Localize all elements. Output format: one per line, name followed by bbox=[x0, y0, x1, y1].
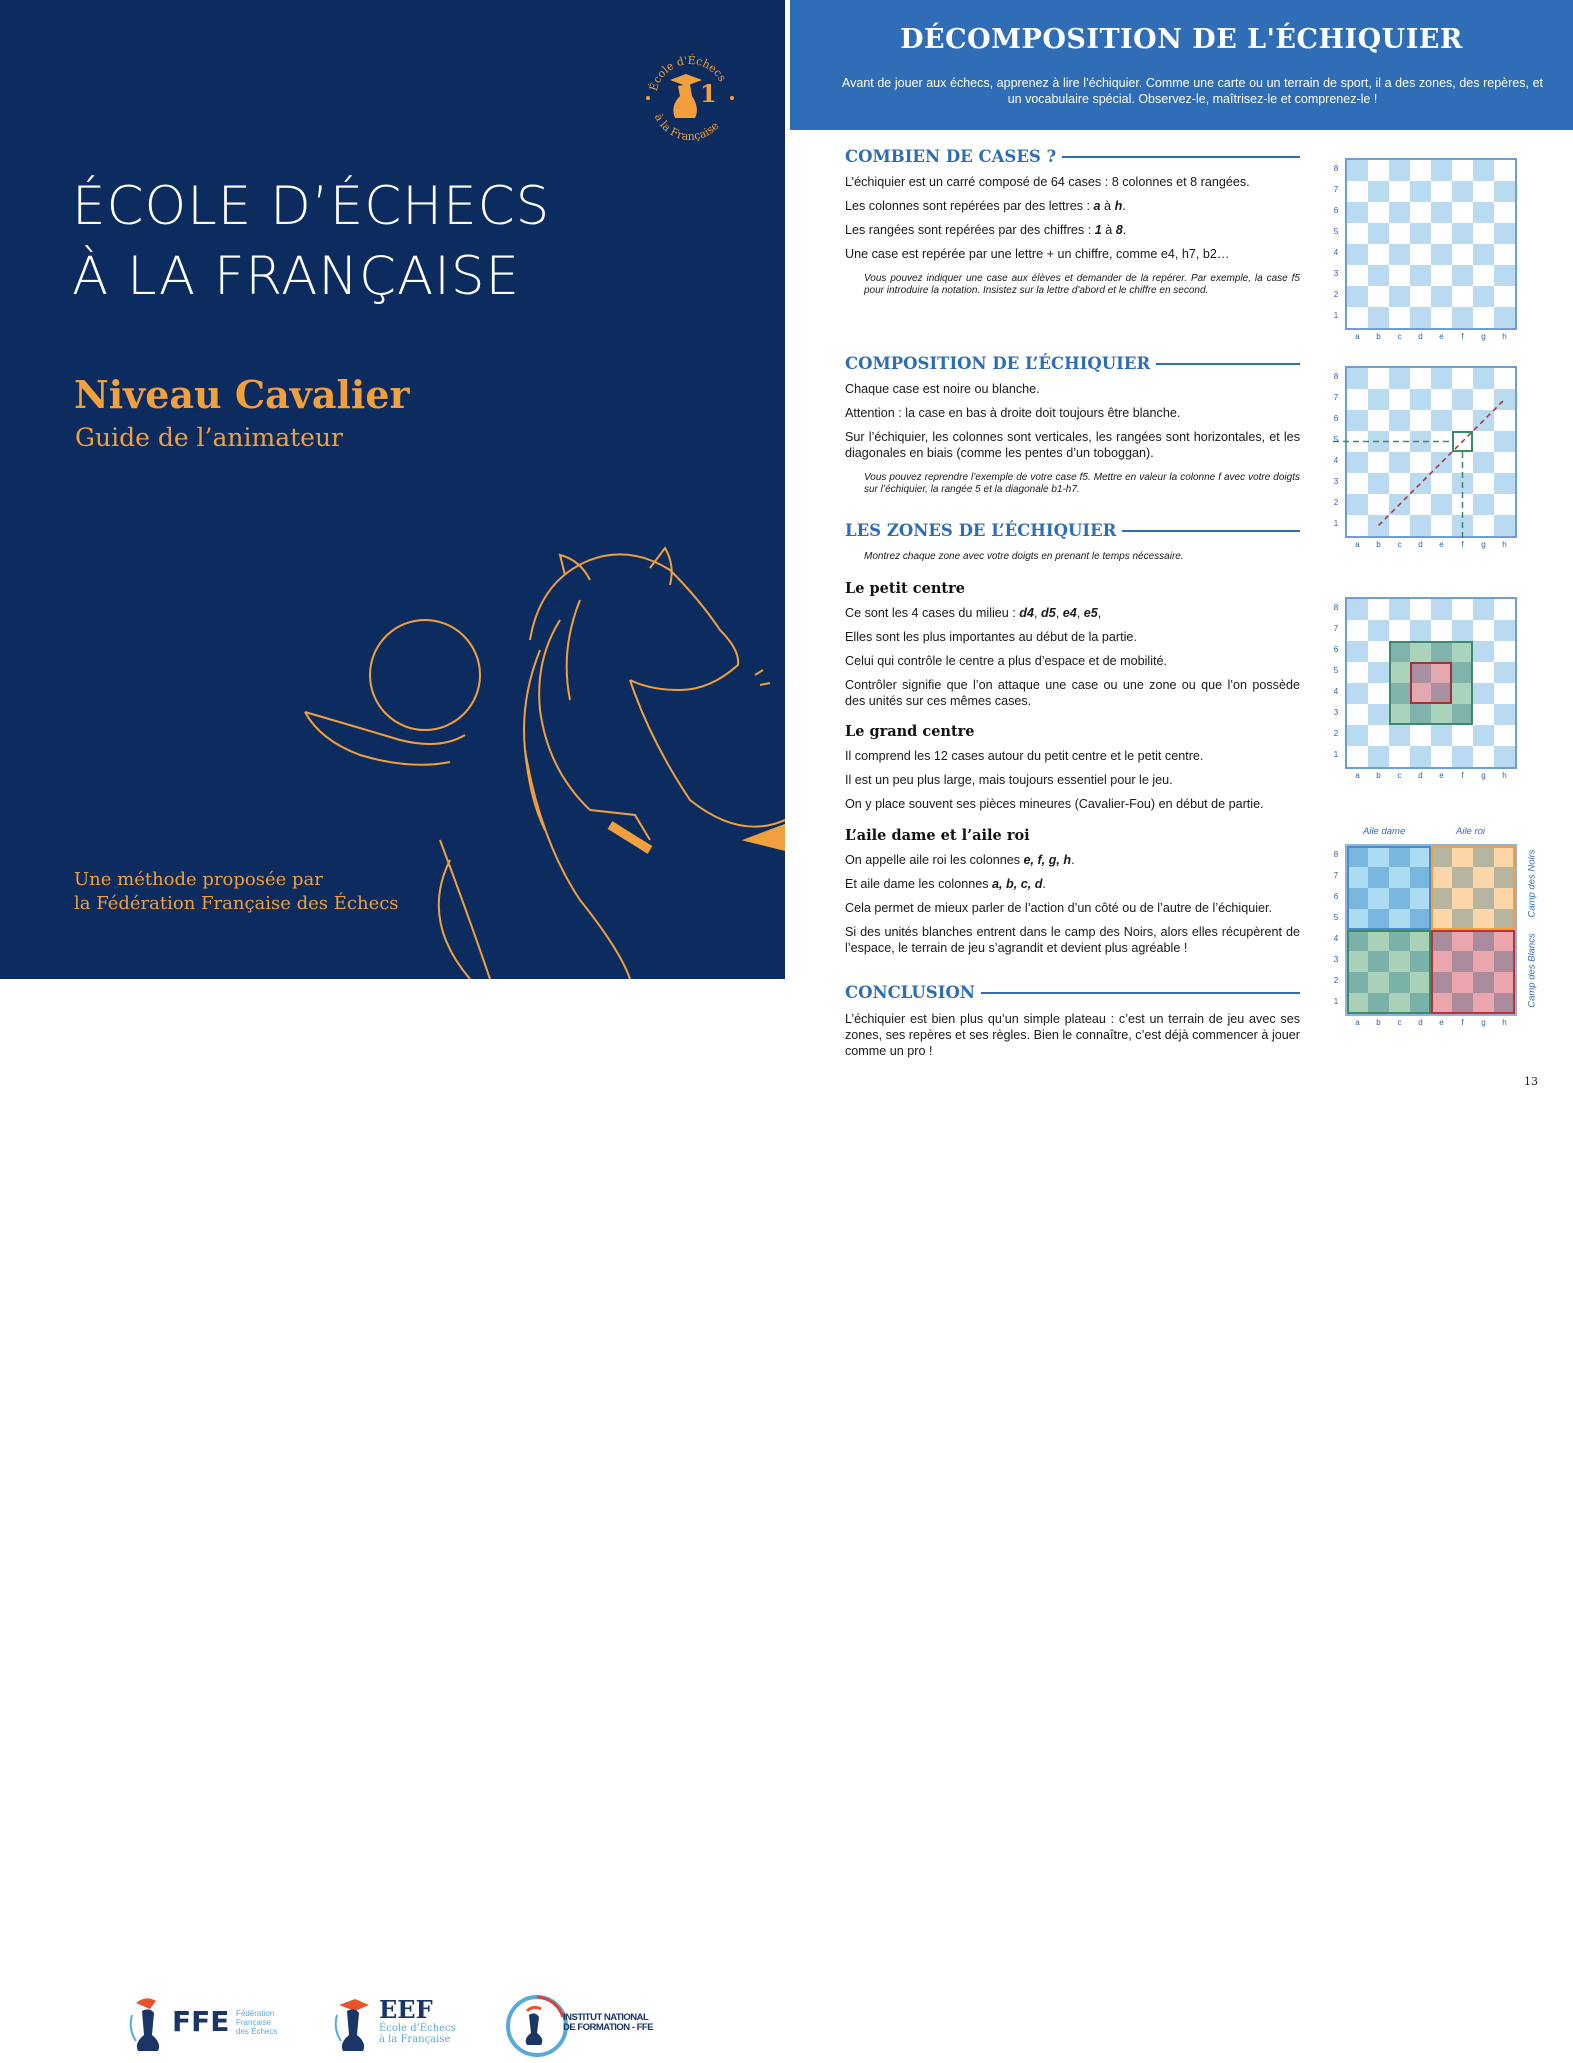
square-e7 bbox=[1431, 181, 1452, 202]
rank-label: 5 bbox=[1333, 227, 1339, 236]
ffe-logo bbox=[128, 1991, 288, 2061]
teacher-note: Montrez chaque zone avec votre doigts en prenant le temps nécessaire. bbox=[864, 551, 1184, 562]
label-camp-blancs: Camp des Blancs bbox=[1526, 933, 1538, 1008]
teacher-note: Vous pouvez indiquer une case aux élèves et demander de la repérer. Par exemple, la case f5 pour introduire la notation. Insistez sur la lettre d'abord et le chiffre en second. bbox=[864, 273, 1300, 296]
heading-conclusion: CONCLUSION bbox=[845, 983, 1300, 1002]
file-label: c bbox=[1397, 1018, 1402, 1027]
square-c7 bbox=[1389, 181, 1410, 202]
rank-label: 8 bbox=[1333, 603, 1339, 612]
square-e2 bbox=[1431, 725, 1452, 746]
square-c2 bbox=[1389, 725, 1410, 746]
label-aile-dame: Aile dame bbox=[1363, 826, 1406, 837]
square-e3 bbox=[1431, 265, 1452, 286]
square-f5 bbox=[1452, 223, 1473, 244]
square-d1 bbox=[1410, 307, 1431, 328]
label-aile-roi: Aile roi bbox=[1456, 826, 1486, 837]
level-title: Niveau Cavalier bbox=[74, 372, 410, 417]
file-label: h bbox=[1502, 540, 1507, 549]
square-d4 bbox=[1410, 244, 1431, 265]
paragraph: Celui qui contrôle le centre a plus d’espace et de mobilité. bbox=[845, 654, 1168, 668]
square-a8 bbox=[1347, 160, 1368, 181]
square-e5 bbox=[1431, 223, 1452, 244]
square-b6 bbox=[1368, 641, 1389, 662]
square-f8 bbox=[1452, 160, 1473, 181]
rank-label: 2 bbox=[1333, 729, 1339, 738]
square-b6 bbox=[1368, 202, 1389, 223]
file-label: d bbox=[1418, 540, 1423, 549]
square-c6 bbox=[1389, 202, 1410, 223]
square-g3 bbox=[1473, 704, 1494, 725]
file-label: g bbox=[1481, 332, 1486, 341]
rank-label: 2 bbox=[1333, 290, 1339, 299]
rank-label: 1 bbox=[1333, 311, 1339, 320]
square-c7 bbox=[1389, 620, 1410, 641]
square-d8 bbox=[1410, 599, 1431, 620]
ffe-sub-1: Fédération bbox=[236, 2009, 275, 2018]
square-g5 bbox=[1473, 223, 1494, 244]
svg-text:1: 1 bbox=[700, 79, 717, 108]
paragraph: Une case est repérée par une lettre + un chiffre, comme e4, h7, b2… bbox=[845, 247, 1230, 261]
square-f7 bbox=[1452, 620, 1473, 641]
square-c2 bbox=[1389, 286, 1410, 307]
square-b4 bbox=[1368, 683, 1389, 704]
square-a5 bbox=[1347, 662, 1368, 683]
file-label: g bbox=[1481, 1018, 1486, 1027]
square-b1 bbox=[1368, 746, 1389, 767]
subheading-grand-centre: Le grand centre bbox=[845, 723, 975, 740]
rank-label: 4 bbox=[1333, 687, 1339, 696]
square-f1 bbox=[1452, 307, 1473, 328]
rank-label: 4 bbox=[1333, 248, 1339, 257]
square-g3 bbox=[1473, 265, 1494, 286]
square-f8 bbox=[1452, 599, 1473, 620]
square-h1 bbox=[1494, 307, 1515, 328]
square-h4 bbox=[1494, 683, 1515, 704]
queen-side-black-camp-zone bbox=[1347, 846, 1431, 930]
king-side-white-camp-zone bbox=[1431, 930, 1515, 1014]
file-label: d bbox=[1418, 332, 1423, 341]
square-b3 bbox=[1368, 265, 1389, 286]
paragraph: L’échiquier est un carré composé de 64 cases : 8 colonnes et 8 rangées. bbox=[845, 175, 1250, 189]
square-h5 bbox=[1494, 223, 1515, 244]
rank-label: 1 bbox=[1333, 750, 1339, 759]
paragraph: Sur l’échiquier, les colonnes sont verticales, les rangées sont horizontales, et les diagonales en biais (comme les pentes d’un toboggan). bbox=[845, 430, 1300, 460]
square-g4 bbox=[1473, 683, 1494, 704]
teacher-note: Vous pouvez reprendre l’exemple de votre case f5. Mettre en valeur la colonne f avec votre doigts sur l’échiquier, la rangée 5 et la diagonale b1-h7. bbox=[864, 472, 1300, 495]
file-label: d bbox=[1418, 771, 1423, 780]
square-f6 bbox=[1452, 202, 1473, 223]
heading-combien-de-cases: COMBIEN DE CASES ? bbox=[845, 147, 1300, 166]
partner-logos-bar bbox=[0, 979, 785, 2045]
square-g6 bbox=[1473, 202, 1494, 223]
square-a3 bbox=[1347, 265, 1368, 286]
heading-zones: LES ZONES DE L’ÉCHIQUIER bbox=[845, 521, 1300, 540]
square-d3 bbox=[1410, 265, 1431, 286]
square-b2 bbox=[1368, 725, 1389, 746]
rank-label: 2 bbox=[1333, 498, 1339, 507]
square-a8 bbox=[1347, 599, 1368, 620]
rank-label: 8 bbox=[1333, 372, 1339, 381]
subheading-ailes: L’aile dame et l’aile roi bbox=[845, 827, 1030, 844]
square-h4 bbox=[1494, 244, 1515, 265]
square-h7 bbox=[1494, 620, 1515, 641]
square-a4 bbox=[1347, 683, 1368, 704]
rank-label: 5 bbox=[1333, 666, 1339, 675]
eef-level-badge-logo bbox=[640, 46, 740, 146]
institut-line-2: DE FORMATION - FFE bbox=[563, 2022, 654, 2033]
rank-label: 6 bbox=[1333, 892, 1339, 901]
square-g8 bbox=[1473, 160, 1494, 181]
square-a2 bbox=[1347, 286, 1368, 307]
file-label: f bbox=[1461, 332, 1464, 341]
square-a3 bbox=[1347, 704, 1368, 725]
square-f3 bbox=[1452, 265, 1473, 286]
file-label: e bbox=[1439, 332, 1444, 341]
rank-label: 3 bbox=[1333, 477, 1339, 486]
ffe-sub-2: Française bbox=[236, 2018, 272, 2027]
page-intro: Avant de jouer aux échecs, apprenez à lire l’échiquier. Comme une carte ou un terrain de sport, il a des zones, des repères, et un vocabulaire spécial. Observez-le, maîtrisez-le et comprenez-le ! bbox=[842, 76, 1543, 106]
rank-label: 5 bbox=[1333, 913, 1339, 922]
square-h2 bbox=[1494, 286, 1515, 307]
square-c4 bbox=[1389, 244, 1410, 265]
square-h5 bbox=[1494, 662, 1515, 683]
square-b5 bbox=[1368, 662, 1389, 683]
square-b8 bbox=[1368, 599, 1389, 620]
square-a1 bbox=[1347, 307, 1368, 328]
file-label: c bbox=[1397, 771, 1402, 780]
square-g6 bbox=[1473, 641, 1494, 662]
chessboard-diagram-2 bbox=[1345, 366, 1517, 538]
square-b3 bbox=[1368, 704, 1389, 725]
square-e8 bbox=[1431, 160, 1452, 181]
square-c1 bbox=[1389, 307, 1410, 328]
rank-label: 6 bbox=[1333, 414, 1339, 423]
file-label: h bbox=[1502, 1018, 1507, 1027]
paragraph: Ce sont les 4 cases du milieu : d4, d5, e4, e5, bbox=[845, 606, 1102, 620]
rank-label: 8 bbox=[1333, 850, 1339, 859]
eef-logo-text: EEF bbox=[379, 1995, 433, 2024]
guide-subtitle: Guide de l’animateur bbox=[75, 423, 344, 452]
square-h3 bbox=[1494, 265, 1515, 286]
square-d8 bbox=[1410, 160, 1431, 181]
file-label: h bbox=[1502, 771, 1507, 780]
rank-label: 4 bbox=[1333, 934, 1339, 943]
institut-line-1: INSTITUT NATIONAL bbox=[563, 2012, 649, 2023]
square-a7 bbox=[1347, 620, 1368, 641]
square-b2 bbox=[1368, 286, 1389, 307]
paragraph: Contrôler signifie que l’on attaque une case ou une zone ou que l’on possède des unités sur ces mêmes cases. bbox=[845, 678, 1300, 708]
paragraph: Attention : la case en bas à droite doit toujours être blanche. bbox=[845, 406, 1181, 420]
square-d2 bbox=[1410, 725, 1431, 746]
graduate-pawn-icon bbox=[333, 1995, 373, 2055]
file-label: a bbox=[1355, 771, 1360, 780]
eef-logo bbox=[333, 1991, 473, 2061]
file-label: c bbox=[1397, 540, 1402, 549]
square-f4 bbox=[1452, 244, 1473, 265]
square-a4 bbox=[1347, 244, 1368, 265]
paragraph: On appelle aile roi les colonnes e, f, g, h. bbox=[845, 853, 1075, 867]
square-a7 bbox=[1347, 181, 1368, 202]
square-a6 bbox=[1347, 202, 1368, 223]
rank-label: 1 bbox=[1333, 519, 1339, 528]
file-label: g bbox=[1481, 771, 1486, 780]
square-h6 bbox=[1494, 641, 1515, 662]
square-e8 bbox=[1431, 599, 1452, 620]
petit-centre-zone bbox=[1410, 662, 1452, 704]
diagonal-b1-h7 bbox=[1379, 400, 1505, 526]
notation-lines bbox=[1333, 368, 1533, 540]
square-b8 bbox=[1368, 160, 1389, 181]
eef-sub-1: École d’Échecs bbox=[379, 2023, 456, 2034]
square-h8 bbox=[1494, 599, 1515, 620]
cover-title-line-2: À LA FRANÇAISE bbox=[72, 246, 521, 307]
square-h6 bbox=[1494, 202, 1515, 223]
file-label: c bbox=[1397, 332, 1402, 341]
file-label: e bbox=[1439, 1018, 1444, 1027]
square-f7 bbox=[1452, 181, 1473, 202]
rank-label: 7 bbox=[1333, 393, 1339, 402]
rank-label: 6 bbox=[1333, 206, 1339, 215]
file-label: b bbox=[1376, 1018, 1381, 1027]
square-e2 bbox=[1431, 286, 1452, 307]
page-header bbox=[790, 0, 1573, 130]
ffe-logo-text: FFE bbox=[172, 2005, 230, 2038]
square-c8 bbox=[1389, 160, 1410, 181]
chessboard-diagram-4 bbox=[1345, 844, 1517, 1016]
square-g7 bbox=[1473, 181, 1494, 202]
file-label: f bbox=[1461, 1018, 1464, 1027]
square-h7 bbox=[1494, 181, 1515, 202]
svg-text:à la Française: à la Française bbox=[651, 111, 722, 144]
rank-label: 3 bbox=[1333, 955, 1339, 964]
file-label: g bbox=[1481, 540, 1486, 549]
rank-label: 2 bbox=[1333, 976, 1339, 985]
square-e1 bbox=[1431, 746, 1452, 767]
method-line-2: la Fédération Française des Échecs bbox=[74, 893, 399, 914]
file-label: b bbox=[1376, 332, 1381, 341]
square-d2 bbox=[1410, 286, 1431, 307]
eef-sub-2: à la Française bbox=[379, 2034, 451, 2045]
method-credit bbox=[74, 868, 399, 916]
file-label: h bbox=[1502, 332, 1507, 341]
queen-side-white-camp-zone bbox=[1347, 930, 1431, 1014]
square-b5 bbox=[1368, 223, 1389, 244]
square-b7 bbox=[1368, 620, 1389, 641]
rank-label: 7 bbox=[1333, 185, 1339, 194]
square-f1 bbox=[1452, 746, 1473, 767]
page-number: 13 bbox=[1524, 1075, 1538, 1088]
king-side-black-camp-zone bbox=[1431, 846, 1515, 930]
square-f2 bbox=[1452, 725, 1473, 746]
file-label: b bbox=[1376, 540, 1381, 549]
paragraph: Cela permet de mieux parler de l’action d’un côté ou de l’autre de l’échiquier. bbox=[845, 901, 1273, 915]
square-e1 bbox=[1431, 307, 1452, 328]
square-b4 bbox=[1368, 244, 1389, 265]
rank-label: 1 bbox=[1333, 997, 1339, 1006]
ring-rooster-icon bbox=[505, 1993, 569, 2059]
square-g4 bbox=[1473, 244, 1494, 265]
file-label: f bbox=[1461, 540, 1464, 549]
square-c3 bbox=[1389, 265, 1410, 286]
square-e6 bbox=[1431, 202, 1452, 223]
file-label: b bbox=[1376, 771, 1381, 780]
cover-page bbox=[0, 0, 785, 979]
file-label: f bbox=[1461, 771, 1464, 780]
svg-text:École d'Échecs: École d'Échecs bbox=[646, 53, 729, 93]
rank-label: 6 bbox=[1333, 645, 1339, 654]
paragraph: Elles sont les plus importantes au début de la partie. bbox=[845, 630, 1137, 644]
rank-label: 3 bbox=[1333, 708, 1339, 717]
chessboard-diagram-1 bbox=[1345, 158, 1517, 330]
square-g2 bbox=[1473, 286, 1494, 307]
rank-label: 7 bbox=[1333, 624, 1339, 633]
square-d7 bbox=[1410, 181, 1431, 202]
square-h2 bbox=[1494, 725, 1515, 746]
paragraph: On y place souvent ses pièces mineures (Cavalier-Fou) en début de partie. bbox=[845, 797, 1264, 811]
heading-composition: COMPOSITION DE L’ÉCHIQUIER bbox=[845, 354, 1300, 373]
rooster-pawn-icon bbox=[128, 1995, 168, 2055]
square-g7 bbox=[1473, 620, 1494, 641]
square-d6 bbox=[1410, 202, 1431, 223]
square-d5 bbox=[1410, 223, 1431, 244]
file-label: e bbox=[1439, 540, 1444, 549]
institut-national-logo bbox=[505, 1993, 665, 2063]
paragraph: Les rangées sont repérées par des chiffres : 1 à 8. bbox=[845, 223, 1127, 237]
paragraph: Les colonnes sont repérées par des lettres : a à h. bbox=[845, 199, 1126, 213]
paragraph: L’échiquier est bien plus qu’un simple plateau : c’est un terrain de jeu avec ses zones, ses repères et ses règles. Bien le connaître, c’est déjà commencer à jouer comme un pro ! bbox=[845, 1012, 1300, 1058]
file-label: a bbox=[1355, 1018, 1360, 1027]
highlight-square-f5 bbox=[1452, 431, 1473, 452]
rank-label: 7 bbox=[1333, 871, 1339, 880]
square-g5 bbox=[1473, 662, 1494, 683]
paragraph: Il est un peu plus large, mais toujours essentiel pour le jeu. bbox=[845, 773, 1173, 787]
square-g8 bbox=[1473, 599, 1494, 620]
square-a5 bbox=[1347, 223, 1368, 244]
square-a2 bbox=[1347, 725, 1368, 746]
square-e4 bbox=[1431, 244, 1452, 265]
square-h8 bbox=[1494, 160, 1515, 181]
file-label: a bbox=[1355, 332, 1360, 341]
label-camp-noirs: Camp des Noirs bbox=[1526, 849, 1538, 918]
square-c8 bbox=[1389, 599, 1410, 620]
cover-title-line-1: ÉCOLE D’ÉCHECS bbox=[72, 176, 551, 237]
method-line-1: Une méthode proposée par bbox=[74, 869, 323, 890]
file-label: d bbox=[1418, 1018, 1423, 1027]
rank-label: 4 bbox=[1333, 456, 1339, 465]
square-f2 bbox=[1452, 286, 1473, 307]
square-g1 bbox=[1473, 746, 1494, 767]
square-a6 bbox=[1347, 641, 1368, 662]
file-label: a bbox=[1355, 540, 1360, 549]
paragraph: Chaque case est noire ou blanche. bbox=[845, 382, 1040, 396]
square-g1 bbox=[1473, 307, 1494, 328]
square-c5 bbox=[1389, 223, 1410, 244]
square-a1 bbox=[1347, 746, 1368, 767]
square-h1 bbox=[1494, 746, 1515, 767]
square-b1 bbox=[1368, 307, 1389, 328]
file-label: e bbox=[1439, 771, 1444, 780]
square-d1 bbox=[1410, 746, 1431, 767]
paragraph: Si des unités blanches entrent dans le camp des Noirs, alors elles récupèrent de l’espace, le terrain de jeu s’agrandit et devient plus agréable ! bbox=[845, 925, 1300, 955]
square-d7 bbox=[1410, 620, 1431, 641]
page-title: DÉCOMPOSITION DE L'ÉCHIQUIER bbox=[900, 24, 1463, 55]
paragraph: Il comprend les 12 cases autour du petit centre et le petit centre. bbox=[845, 749, 1204, 763]
ffe-sub-3: des Échecs bbox=[236, 2027, 278, 2036]
square-h3 bbox=[1494, 704, 1515, 725]
rank-label: 3 bbox=[1333, 269, 1339, 278]
square-c1 bbox=[1389, 746, 1410, 767]
rank-label: 8 bbox=[1333, 164, 1339, 173]
chessboard-diagram-3 bbox=[1345, 597, 1517, 769]
paragraph: Et aile dame les colonnes a, b, c, d. bbox=[845, 877, 1046, 891]
square-g2 bbox=[1473, 725, 1494, 746]
square-e7 bbox=[1431, 620, 1452, 641]
subheading-petit-centre: Le petit centre bbox=[845, 580, 965, 597]
rank-label: 5 bbox=[1333, 435, 1339, 444]
square-b7 bbox=[1368, 181, 1389, 202]
